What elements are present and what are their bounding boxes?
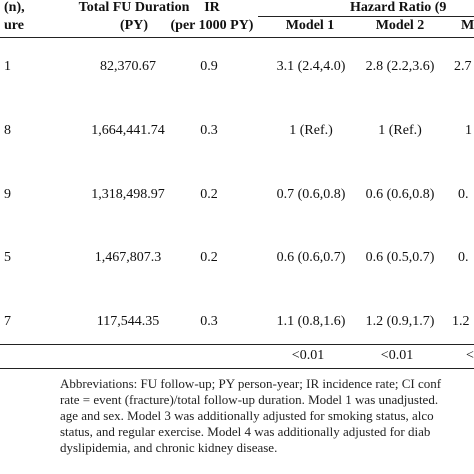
pvalue-top-rule [0, 344, 474, 345]
pvalue-m3: < [466, 348, 474, 363]
row4-ir: 0.2 [200, 250, 218, 265]
header-model3: M [461, 18, 474, 33]
row2-fu: 1,664,441.74 [91, 123, 165, 138]
row4-m3: 0. [458, 250, 469, 265]
row5-ir: 0.3 [200, 314, 218, 329]
footnote-line3: age and sex. Model 3 was additionally adjusted for smoking status, alco [60, 408, 434, 423]
row3-m1: 0.7 (0.6,0.8) [276, 187, 346, 202]
header-hazard-ratio: Hazard Ratio (9 [350, 0, 447, 15]
pvalue-m2: <0.01 [380, 348, 414, 363]
row4-m2: 0.6 (0.5,0.7) [365, 250, 435, 265]
footnote-line2: rate = event (fracture)/total follow-up duration. Model 1 was unadjusted. [60, 392, 439, 407]
row2-col1: 8 [4, 123, 11, 138]
row4-col1: 5 [4, 250, 11, 265]
header-ir-line2: (per 1000 PY) [170, 18, 254, 33]
row1-m3: 2.7 [454, 59, 472, 74]
header-bottom-rule [0, 37, 474, 38]
row5-m3: 1.2 [452, 314, 470, 329]
header-fu-line1: Total FU Duration [78, 0, 190, 15]
row5-m2: 1.2 (0.9,1.7) [365, 314, 435, 329]
hazard-ratio-underline [258, 16, 474, 17]
footnote-line4: status, and regular exercise. Model 4 was additionally adjusted for diab [60, 424, 431, 439]
row1-fu: 82,370.67 [100, 59, 156, 74]
header-col1-line2: ure [4, 18, 24, 33]
header-col1-line1: (n), [4, 0, 25, 15]
row3-ir: 0.2 [200, 187, 218, 202]
row3-m2: 0.6 (0.6,0.8) [365, 187, 435, 202]
row1-col1: 1 [4, 59, 11, 74]
row5-m1: 1.1 (0.8,1.6) [276, 314, 346, 329]
row2-m2: 1 (Ref.) [378, 123, 422, 138]
row1-m2: 2.8 (2.2,3.6) [365, 59, 435, 74]
header-ir-line1: IR [204, 0, 220, 15]
row3-m3: 0. [458, 187, 469, 202]
row2-ir: 0.3 [200, 123, 218, 138]
footnote-line1: Abbreviations: FU follow-up; PY person-year; IR incidence rate; CI conf [60, 376, 442, 391]
footnote-line5: dyslipidemia, and chronic kidney disease. [60, 440, 278, 455]
header-model1: Model 1 [285, 18, 335, 33]
pvalue-m1: <0.01 [291, 348, 325, 363]
row1-m1: 3.1 (2.4,4.0) [276, 59, 346, 74]
row4-m1: 0.6 (0.6,0.7) [276, 250, 346, 265]
row2-m1: 1 (Ref.) [289, 123, 333, 138]
row2-m3: 1 [465, 123, 472, 138]
row3-col1: 9 [4, 187, 11, 202]
row4-fu: 1,467,807.3 [94, 250, 162, 265]
row5-fu: 117,544.35 [96, 314, 160, 329]
row3-fu: 1,318,498.97 [91, 187, 165, 202]
header-fu-line2: (PY) [120, 18, 148, 33]
row1-ir: 0.9 [200, 59, 218, 74]
row5-col1: 7 [4, 314, 11, 329]
table-bottom-rule [0, 368, 474, 369]
header-model2: Model 2 [375, 18, 425, 33]
